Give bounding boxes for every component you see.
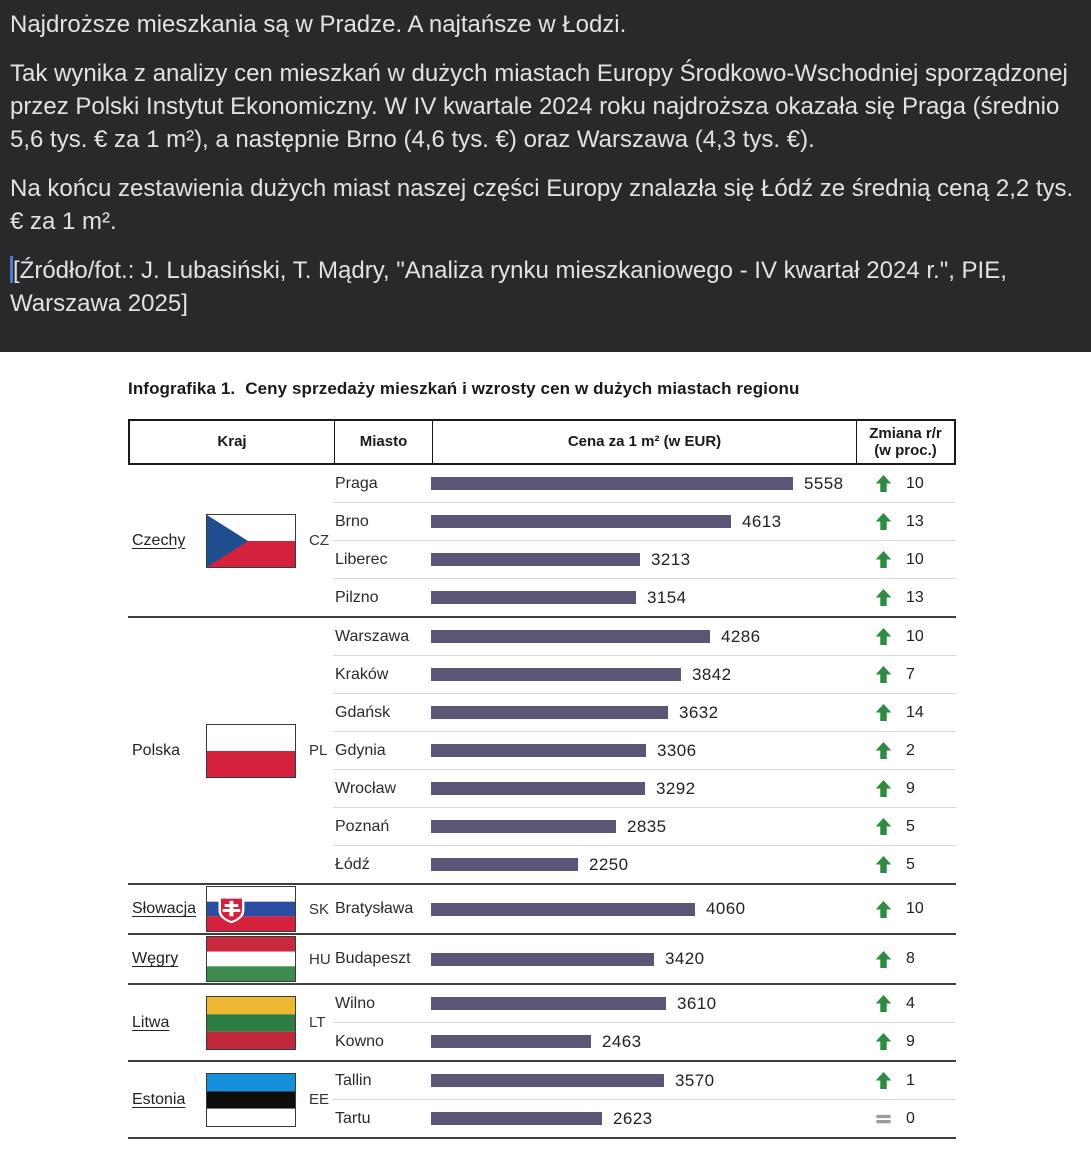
price-bar: [431, 477, 793, 490]
headline: Najdroższe mieszkania są w Pradze. A najtańsze w Łodzi.: [10, 11, 627, 38]
up-arrow-icon: [874, 855, 893, 874]
cz-flag-icon: [206, 514, 296, 568]
up-arrow-icon: [874, 1032, 893, 1051]
country-cell: [128, 465, 333, 616]
change-cell: [856, 994, 956, 1013]
change-value: 9: [906, 779, 915, 797]
city-label: Brno: [335, 512, 369, 530]
change-cell: [856, 588, 956, 607]
up-arrow-icon: [874, 550, 893, 569]
city-label: Pilzno: [335, 588, 379, 606]
pl-flag-icon: [206, 724, 296, 778]
change-value: 2: [906, 741, 915, 759]
price-value: 3306: [657, 740, 697, 760]
price-bar: [431, 553, 640, 566]
price-value: 3154: [647, 587, 687, 607]
column-header-price: Cena za 1 m² (w EUR): [433, 421, 857, 463]
city-label: Gdańsk: [335, 703, 391, 721]
table-row: [333, 1099, 956, 1137]
infographic-caption: Ceny sprzedaży mieszkań i wzrosty cen w dużych miastach regionu: [245, 379, 800, 398]
price-bar-cell: [431, 665, 856, 685]
change-value: 13: [906, 512, 924, 530]
price-bar: [431, 515, 731, 528]
change-cell: [856, 474, 956, 493]
price-bar-cell: [431, 550, 856, 570]
change-value: 9: [906, 1032, 915, 1050]
change-value: 0: [906, 1109, 915, 1127]
price-bar-cell: [431, 703, 856, 723]
city-label: Poznań: [335, 817, 390, 835]
change-cell: [856, 703, 956, 722]
price-value: 3213: [651, 549, 691, 569]
paragraph-lodz: Na końcu zestawienia dużych miast naszej części Europy znalazła się Łódź ze średnią ceną 2,2 tys. € za 1 m².: [10, 175, 1074, 235]
price-bar: [431, 706, 668, 719]
sk-flag-icon: [206, 886, 296, 932]
country-group-hu: [128, 935, 956, 985]
infographic-title: [128, 379, 956, 399]
table-row: [333, 769, 956, 807]
column-header-city: Miasto: [335, 421, 433, 463]
up-arrow-icon: [874, 779, 893, 798]
country-code: CZ: [309, 532, 329, 549]
price-value: 2250: [589, 854, 629, 874]
city-label: Liberec: [335, 550, 388, 568]
change-value: 13: [906, 588, 924, 606]
price-value: 3632: [679, 702, 719, 722]
change-cell: [856, 1109, 956, 1128]
column-header-country: Kraj: [130, 421, 335, 463]
table-row: [333, 1062, 956, 1099]
country-label: Czechy: [132, 531, 186, 549]
price-bar: [431, 858, 578, 871]
price-bar-cell: [431, 817, 856, 837]
price-bar: [431, 668, 681, 681]
price-bar: [431, 1035, 591, 1048]
price-bar: [431, 903, 695, 916]
price-bar: [431, 1112, 602, 1125]
price-value: 2463: [602, 1031, 642, 1051]
price-bar: [431, 1074, 664, 1087]
city-label: Wilno: [335, 994, 376, 1012]
source-text: [Źródło/fot.: J. Lubasiński, T. Mądry, "Analiza rynku mieszkaniowego - IV kwartał 2024 r.", PIE, Warszawa 2025]: [10, 257, 1007, 317]
table-row: [333, 655, 956, 693]
city-rows: [333, 618, 956, 883]
change-cell: [856, 779, 956, 798]
paragraph-analysis: Tak wynika z analizy cen mieszkań w dużych miastach Europy Środkowo-Wschodniej sporządzonej przez Polski Instytut Ekonomiczny. W IV kwartale 2024 roku najdroższa okazała się Praga (średnio 5,6 tys. € za 1 m²), a następnie Brno (4,6 tys. €) oraz Warszawa (4,3 tys. €).: [10, 60, 1068, 153]
up-arrow-icon: [874, 994, 893, 1013]
country-cell: [128, 885, 333, 933]
city-rows: [333, 885, 956, 933]
lt-flag-icon: [206, 996, 296, 1050]
ee-flag-icon: [206, 1073, 296, 1127]
change-value: 10: [906, 474, 924, 492]
table-row: [333, 885, 956, 933]
change-cell: [856, 900, 956, 919]
up-arrow-icon: [874, 741, 893, 760]
city-label: Tartu: [335, 1109, 371, 1127]
table-row: [333, 845, 956, 883]
table-row: [333, 985, 956, 1022]
country-group-cz: [128, 465, 956, 618]
price-value: 4613: [742, 511, 782, 531]
table-row: [333, 807, 956, 845]
price-value: 3292: [656, 778, 696, 798]
change-cell: [856, 627, 956, 646]
table-body: [128, 465, 956, 1139]
change-value: 10: [906, 627, 924, 645]
city-rows: [333, 985, 956, 1060]
country-code: PL: [309, 742, 328, 759]
up-arrow-icon: [874, 817, 893, 836]
price-bar: [431, 744, 646, 757]
up-arrow-icon: [874, 665, 893, 684]
city-rows: [333, 935, 956, 983]
table-row: [333, 731, 956, 769]
country-cell: [128, 1062, 333, 1137]
change-value: 5: [906, 855, 915, 873]
country-code: SK: [309, 900, 330, 918]
country-group-pl: [128, 618, 956, 885]
up-arrow-icon: [874, 1071, 893, 1090]
change-header-line1: Zmiana r/r: [869, 424, 942, 442]
table-row: [333, 540, 956, 578]
change-cell: [856, 512, 956, 531]
price-bar-cell: [431, 1032, 856, 1052]
table-row: [333, 618, 956, 655]
change-value: 10: [906, 900, 924, 917]
table-row: [333, 1022, 956, 1060]
price-bar-cell: [431, 627, 856, 647]
city-label: Praga: [335, 474, 378, 492]
country-group-ee: [128, 1062, 956, 1139]
paragraph-source: [10, 254, 1079, 320]
up-arrow-icon: [874, 950, 893, 969]
table-row: [333, 578, 956, 616]
change-cell: [856, 550, 956, 569]
change-value: 1: [906, 1071, 915, 1089]
price-value: 3570: [675, 1070, 715, 1090]
table-row: [333, 693, 956, 731]
table-row: [333, 935, 956, 983]
price-value: 4060: [706, 899, 746, 918]
price-bar: [431, 820, 616, 833]
change-cell: [856, 950, 956, 969]
change-cell: [856, 1071, 956, 1090]
price-bar-cell: [431, 741, 856, 761]
price-bar: [431, 630, 710, 643]
city-label: Gdynia: [335, 741, 386, 759]
country-code: EE: [309, 1091, 330, 1108]
table-row: [333, 465, 956, 502]
city-label: Warszawa: [335, 627, 410, 645]
price-value: 4286: [721, 626, 761, 646]
price-bar: [431, 997, 666, 1010]
infographic-number: Infografika 1.: [128, 379, 236, 398]
city-label: Kraków: [335, 665, 389, 683]
price-bar-cell: [431, 1071, 856, 1091]
price-value: 2623: [613, 1108, 653, 1128]
price-bar-cell: [431, 994, 856, 1014]
country-code: HU: [309, 950, 331, 968]
price-bar: [431, 953, 654, 966]
table-header: [128, 419, 956, 465]
country-label: Słowacja: [132, 900, 197, 917]
change-cell: [856, 665, 956, 684]
change-value: 4: [906, 994, 915, 1012]
country-label: Estonia: [132, 1090, 186, 1108]
change-cell: [856, 855, 956, 874]
country-group-sk: [128, 885, 956, 935]
change-cell: [856, 817, 956, 836]
city-label: Tallin: [335, 1071, 372, 1089]
table-row: [333, 502, 956, 540]
price-bar-cell: [431, 899, 856, 919]
price-bar-cell: [431, 1109, 856, 1129]
price-bar-cell: [431, 779, 856, 799]
country-code: LT: [309, 1014, 326, 1031]
price-bar-cell: [431, 512, 856, 532]
country-label: Węgry: [132, 950, 179, 967]
change-value: 7: [906, 665, 915, 683]
city-label: Budapeszt: [335, 950, 411, 967]
city-rows: [333, 1062, 956, 1137]
change-cell: [856, 1032, 956, 1051]
up-arrow-icon: [874, 703, 893, 722]
country-cell: [128, 985, 333, 1060]
up-arrow-icon: [874, 512, 893, 531]
price-value: 3842: [692, 664, 732, 684]
up-arrow-icon: [874, 627, 893, 646]
infographic-panel: [0, 352, 1091, 1157]
price-bar: [431, 782, 645, 795]
article-text: [0, 0, 1091, 352]
change-cell: [856, 741, 956, 760]
country-cell: [128, 935, 333, 983]
price-bar-cell: [431, 474, 856, 494]
up-arrow-icon: [874, 474, 893, 493]
change-value: 8: [906, 950, 915, 967]
change-value: 14: [906, 703, 924, 721]
price-bar-cell: [431, 949, 856, 969]
price-value: 3420: [665, 949, 705, 968]
country-cell: [128, 618, 333, 883]
city-rows: [333, 465, 956, 616]
change-value: 10: [906, 550, 924, 568]
price-value: 5558: [804, 473, 844, 493]
equals-icon: [874, 1109, 893, 1128]
change-header-line2: (w proc.): [874, 442, 937, 459]
price-value: 3610: [677, 993, 717, 1013]
city-label: Bratysława: [335, 900, 414, 917]
country-label: Polska: [132, 741, 181, 759]
country-label: Litwa: [132, 1013, 170, 1031]
price-value: 2835: [627, 816, 667, 836]
change-value: 5: [906, 817, 915, 835]
city-label: Łódź: [335, 855, 370, 873]
up-arrow-icon: [874, 900, 893, 919]
price-bar-cell: [431, 855, 856, 875]
price-bar-cell: [431, 588, 856, 608]
city-label: Wrocław: [335, 779, 397, 797]
city-label: Kowno: [335, 1032, 384, 1050]
infographic-content: [128, 379, 956, 1139]
column-header-change: [857, 421, 954, 463]
price-bar: [431, 591, 636, 604]
country-group-lt: [128, 985, 956, 1062]
up-arrow-icon: [874, 588, 893, 607]
hu-flag-icon: [206, 936, 296, 982]
